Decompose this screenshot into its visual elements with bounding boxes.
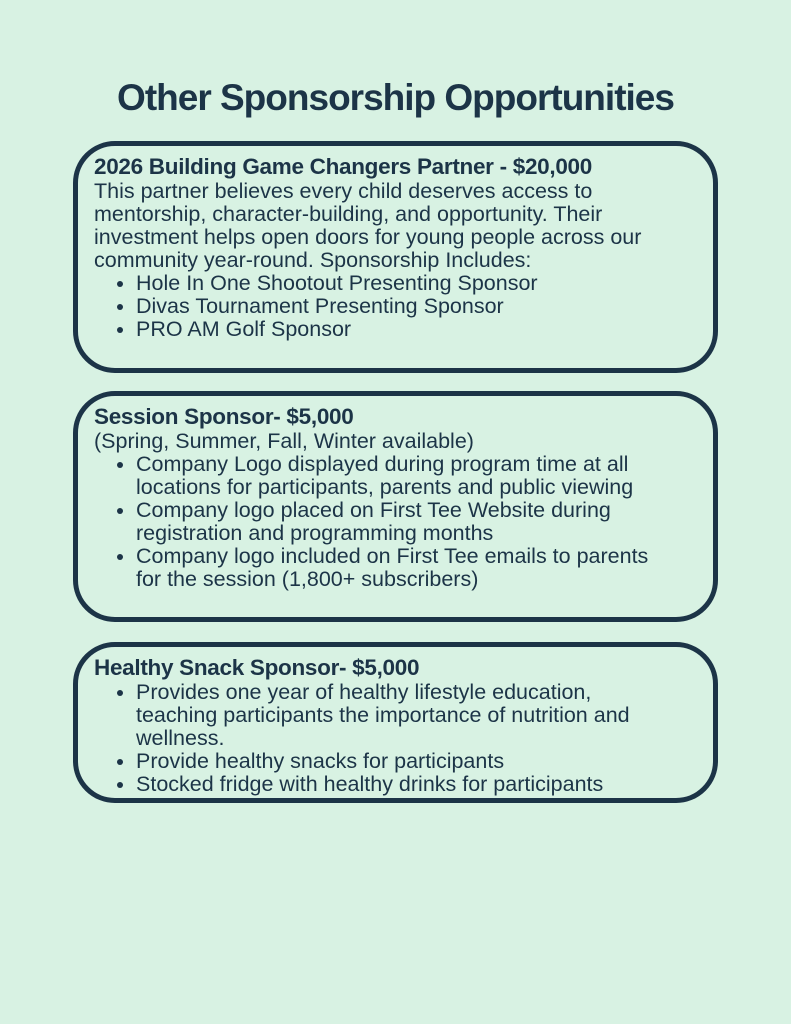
bullet-list bbox=[94, 453, 669, 591]
card-healthy-snack-sponsor bbox=[73, 642, 718, 803]
bullet-item: • PRO AM Golf Sponsor bbox=[136, 318, 669, 341]
card-subtitle: (Spring, Summer, Fall, Winter available) bbox=[94, 429, 474, 454]
card-description: This partner believes every child deserves access to mentorship, character-building, and opportunity. Their investment helps open doors for young people across our community year-round. Sponsorship Includes: bbox=[94, 179, 642, 273]
card-title: 2026 Building Game Changers Partner - $20,000 bbox=[94, 154, 592, 180]
page-title: Other Sponsorship Opportunities bbox=[117, 77, 674, 118]
bullet-item: • Hole In One Shootout Presenting Sponsor bbox=[136, 272, 669, 295]
bullet-list bbox=[94, 681, 669, 796]
bullet-item: • Divas Tournament Presenting Sponsor bbox=[136, 295, 669, 318]
card-title: Session Sponsor- $5,000 bbox=[94, 404, 354, 430]
bullet-item: • Provide healthy snacks for participants bbox=[136, 750, 669, 773]
bullet-item: • Company Logo displayed during program time at all locations for participants, parents and public viewing bbox=[136, 453, 669, 499]
bullet-item: • Company logo included on First Tee emails to parents for the session (1,800+ subscribers) bbox=[136, 545, 669, 591]
card-session-sponsor bbox=[73, 391, 718, 622]
bullet-list bbox=[94, 272, 669, 341]
bullet-item: • Company logo placed on First Tee Website during registration and programming months bbox=[136, 499, 669, 545]
card-title: Healthy Snack Sponsor- $5,000 bbox=[94, 655, 420, 681]
bullet-item: • Stocked fridge with healthy drinks for participants bbox=[136, 773, 669, 796]
bullet-item: • Provides one year of healthy lifestyle education, teaching participants the importance of nutrition and wellness. bbox=[136, 681, 669, 750]
card-building-game-changers bbox=[73, 141, 718, 373]
